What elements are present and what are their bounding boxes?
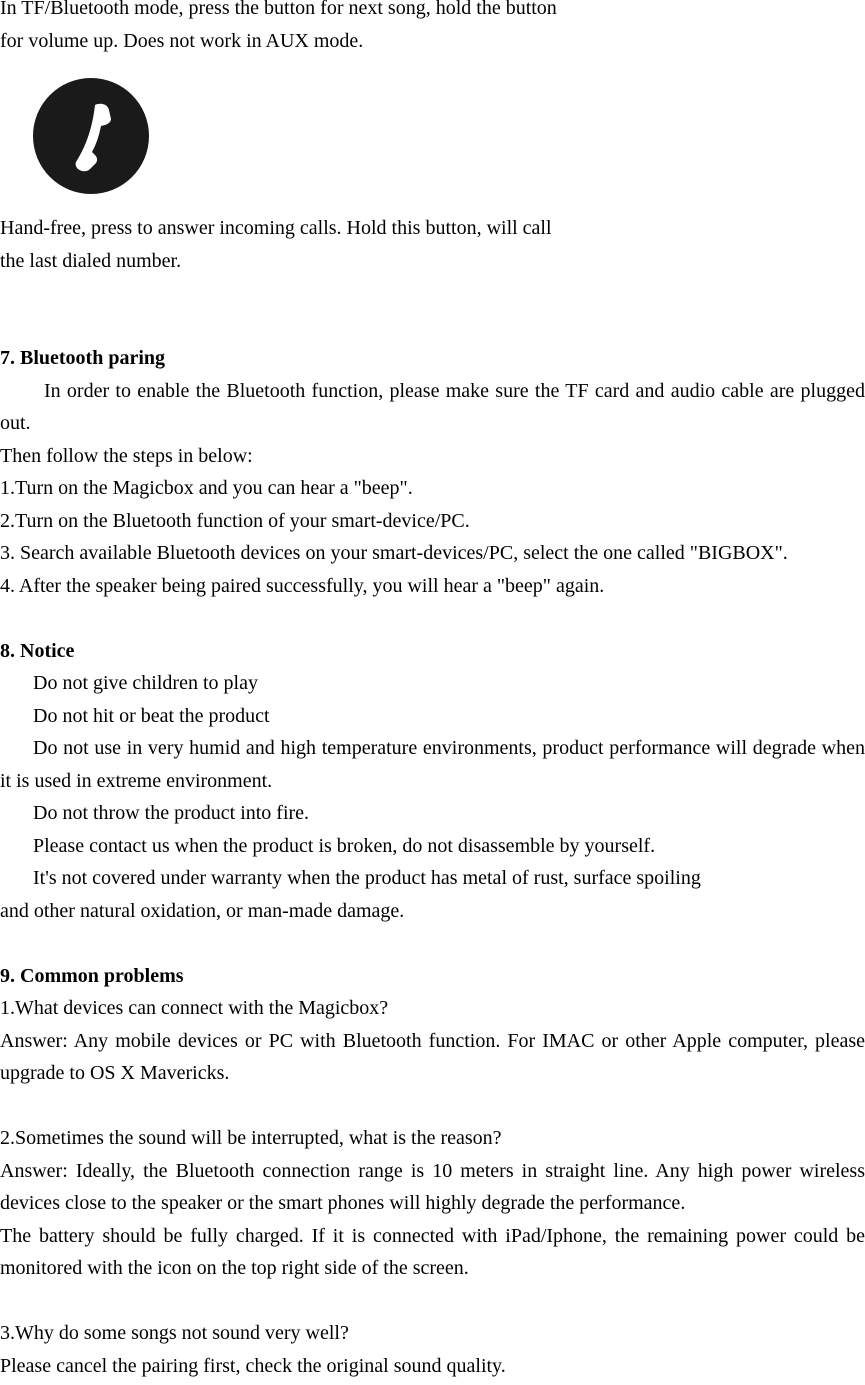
notice-item-3: Do not use in very humid and high temperature environments, product performance will degrade when it is used in extreme environment. — [0, 737, 865, 792]
notice-item-4: Do not throw the product into fire. — [33, 802, 310, 824]
q3-answer: Please cancel the pairing first, check the original sound quality. — [0, 1354, 506, 1377]
q2-extra: The battery should be fully charged. If it is connected with iPad/Iphone, the remaining power could be monitored with the icon on the top right side of the screen. — [0, 1224, 865, 1279]
section7-step-3: 3. Search available Bluetooth devices on your smart-devices/PC, select the one called "BIGBOX". — [0, 542, 788, 564]
q1-answer: Answer: Any mobile devices or PC with Bluetooth function. For IMAC or other Apple computer, please upgrade to OS X Mavericks. — [0, 1029, 865, 1084]
q2-question: 2.Sometimes the sound will be interrupted, what is the reason? — [0, 1127, 502, 1149]
warranty-line-1: It's not covered under warranty when the product has metal of rust, surface spoiling — [33, 867, 701, 889]
q1-question: 1.What devices can connect with the Magicbox? — [0, 997, 389, 1019]
section7-step-4: 4. After the speaker being paired successfully, you will hear a "beep" again. — [0, 574, 605, 597]
section8-heading: 8. Notice — [0, 639, 75, 662]
section7-intro: In order to enable the Bluetooth function, please make sure the TF card and audio cable are plugged out. — [0, 379, 865, 434]
section7-heading: 7. Bluetooth paring — [0, 347, 166, 369]
notice-item-1: Do not give children to play — [33, 672, 258, 694]
section7-follow: Then follow the steps in below: — [0, 444, 253, 467]
handfree-line-2: the last dialed number. — [0, 249, 182, 272]
intro-line-1: In TF/Bluetooth mode, press the button for next song, hold the button — [0, 0, 557, 19]
section7-step-1: 1.Turn on the Magicbox and you can hear a "beep". — [0, 477, 413, 499]
section9-heading: 9. Common problems — [0, 964, 184, 987]
warranty-line-2: and other natural oxidation, or man-made damage. — [0, 899, 405, 922]
handfree-line-1: Hand-free, press to answer incoming calls. Hold this button, will call — [0, 217, 552, 239]
phone-icon-area — [0, 57, 865, 212]
notice-item-5: Please contact us when the product is broken, do not disassemble by yourself. — [33, 834, 656, 857]
q2-answer: Answer: Ideally, the Bluetooth connection range is 10 meters in straight line. Any high power wireless devices close to the speaker or the smart phones will highly degrade the performance. — [0, 1159, 865, 1214]
notice-item-2: Do not hit or beat the product — [33, 704, 270, 727]
q3-question: 3.Why do some songs not sound very well? — [0, 1322, 349, 1344]
section7-step-2: 2.Turn on the Bluetooth function of your smart-device/PC. — [0, 509, 470, 532]
intro-line-2: for volume up. Does not work in AUX mode. — [0, 29, 364, 52]
phone-icon — [32, 77, 150, 195]
